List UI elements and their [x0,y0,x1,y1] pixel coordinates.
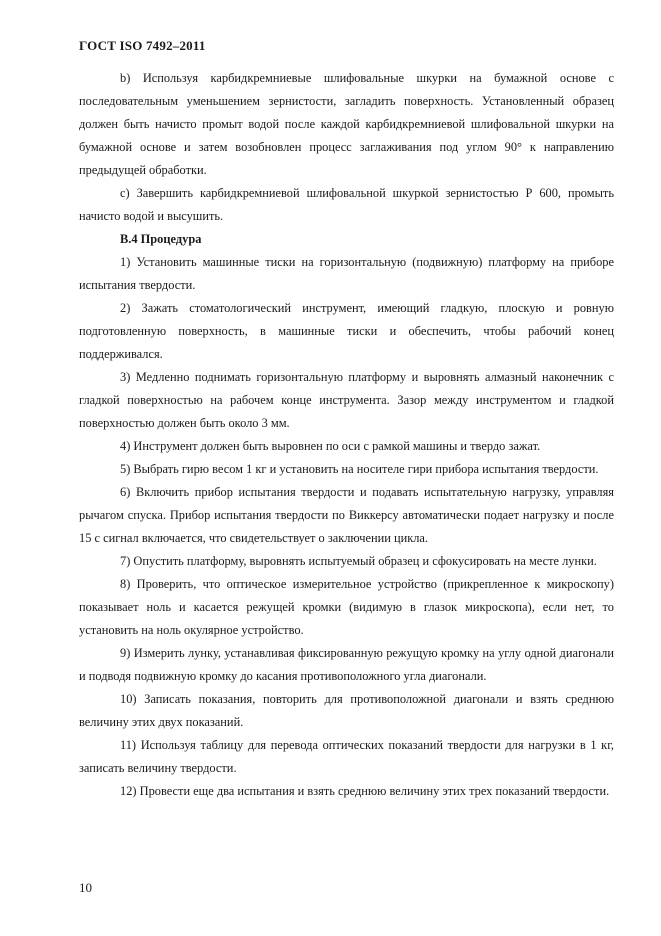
paragraph-step-6: 6) Включить прибор испытания твердости и подавать испытательную нагрузку, управляя рычагом спуска. Прибор испытания твердости по Виккерсу автоматически подает нагрузку и после 15 с сигнал включается, что свидетельствует о заключении цикла. [79,485,614,545]
paragraph-step-5: 5) Выбрать гирю весом 1 кг и установить на носителе гири прибора испытания твердости. [120,462,599,476]
document-header: ГОСТ ISO 7492–2011 [79,38,206,53]
paragraph-step-3: 3) Медленно поднимать горизонтальную платформу и выровнять алмазный наконечник с гладкой поверхностью на рабочем конце инструмента. Зазор между инструментом и гладкой поверхностью должен быть около 3 мм. [79,370,614,430]
paragraph-step-9: 9) Измерить лунку, устанавливая фиксированную режущую кромку на углу одной диагонали и подводя подвижную кромку до касания противоположного угла диагонали. [79,646,614,683]
section-heading: В.4 Процедура [120,232,202,246]
paragraph-step-4: 4) Инструмент должен быть выровнен по оси с рамкой машины и твердо зажат. [120,439,541,453]
paragraph-step-b: b) Используя карбидкремниевые шлифовальные шкурки на бумажной основе с последовательным уменьшением зернистости, загладить поверхность. Установленный образец должен быть начисто промыт водой после каждой карбидкремниевой шлифовальной шкурки на бумажной основе и затем возобновлен процесс заглаживания под углом 90° к направлению предыдущей обработки. [79,71,614,177]
paragraph-step-12: 12) Провести еще два испытания и взять среднюю величину этих трех показаний твердости. [120,784,610,798]
paragraph-step-11: 11) Используя таблицу для перевода оптических показаний твердости для нагрузки в 1 кг, записать величину твердости. [79,738,614,775]
paragraph-step-7: 7) Опустить платформу, выровнять испытуемый образец и сфокусировать на месте лунки. [120,554,597,568]
paragraph-step-10: 10) Записать показания, повторить для противоположной диагонали и взять среднюю величину этих двух показаний. [79,692,614,729]
document-body [79,67,614,803]
paragraph-step-2: 2) Зажать стоматологический инструмент, имеющий гладкую, плоскую и ровную подготовленную поверхность, в машинные тиски и обеспечить, чтобы рабочий конец поддерживался. [79,301,614,361]
paragraph-step-8: 8) Проверить, что оптическое измерительное устройство (прикрепленное к микроскопу) показывает ноль и касается режущей кромки (видимую в глазок микроскопа), если нет, то установить на ноль окулярное устройство. [79,577,614,637]
paragraph-step-1: 1) Установить машинные тиски на горизонтальную (подвижную) платформу на приборе испытания твердости. [79,255,614,292]
paragraph-step-c: c) Завершить карбидкремниевой шлифовальной шкуркой зернистостью Р 600, промыть начисто водой и высушить. [79,186,614,223]
page-number: 10 [79,880,92,895]
